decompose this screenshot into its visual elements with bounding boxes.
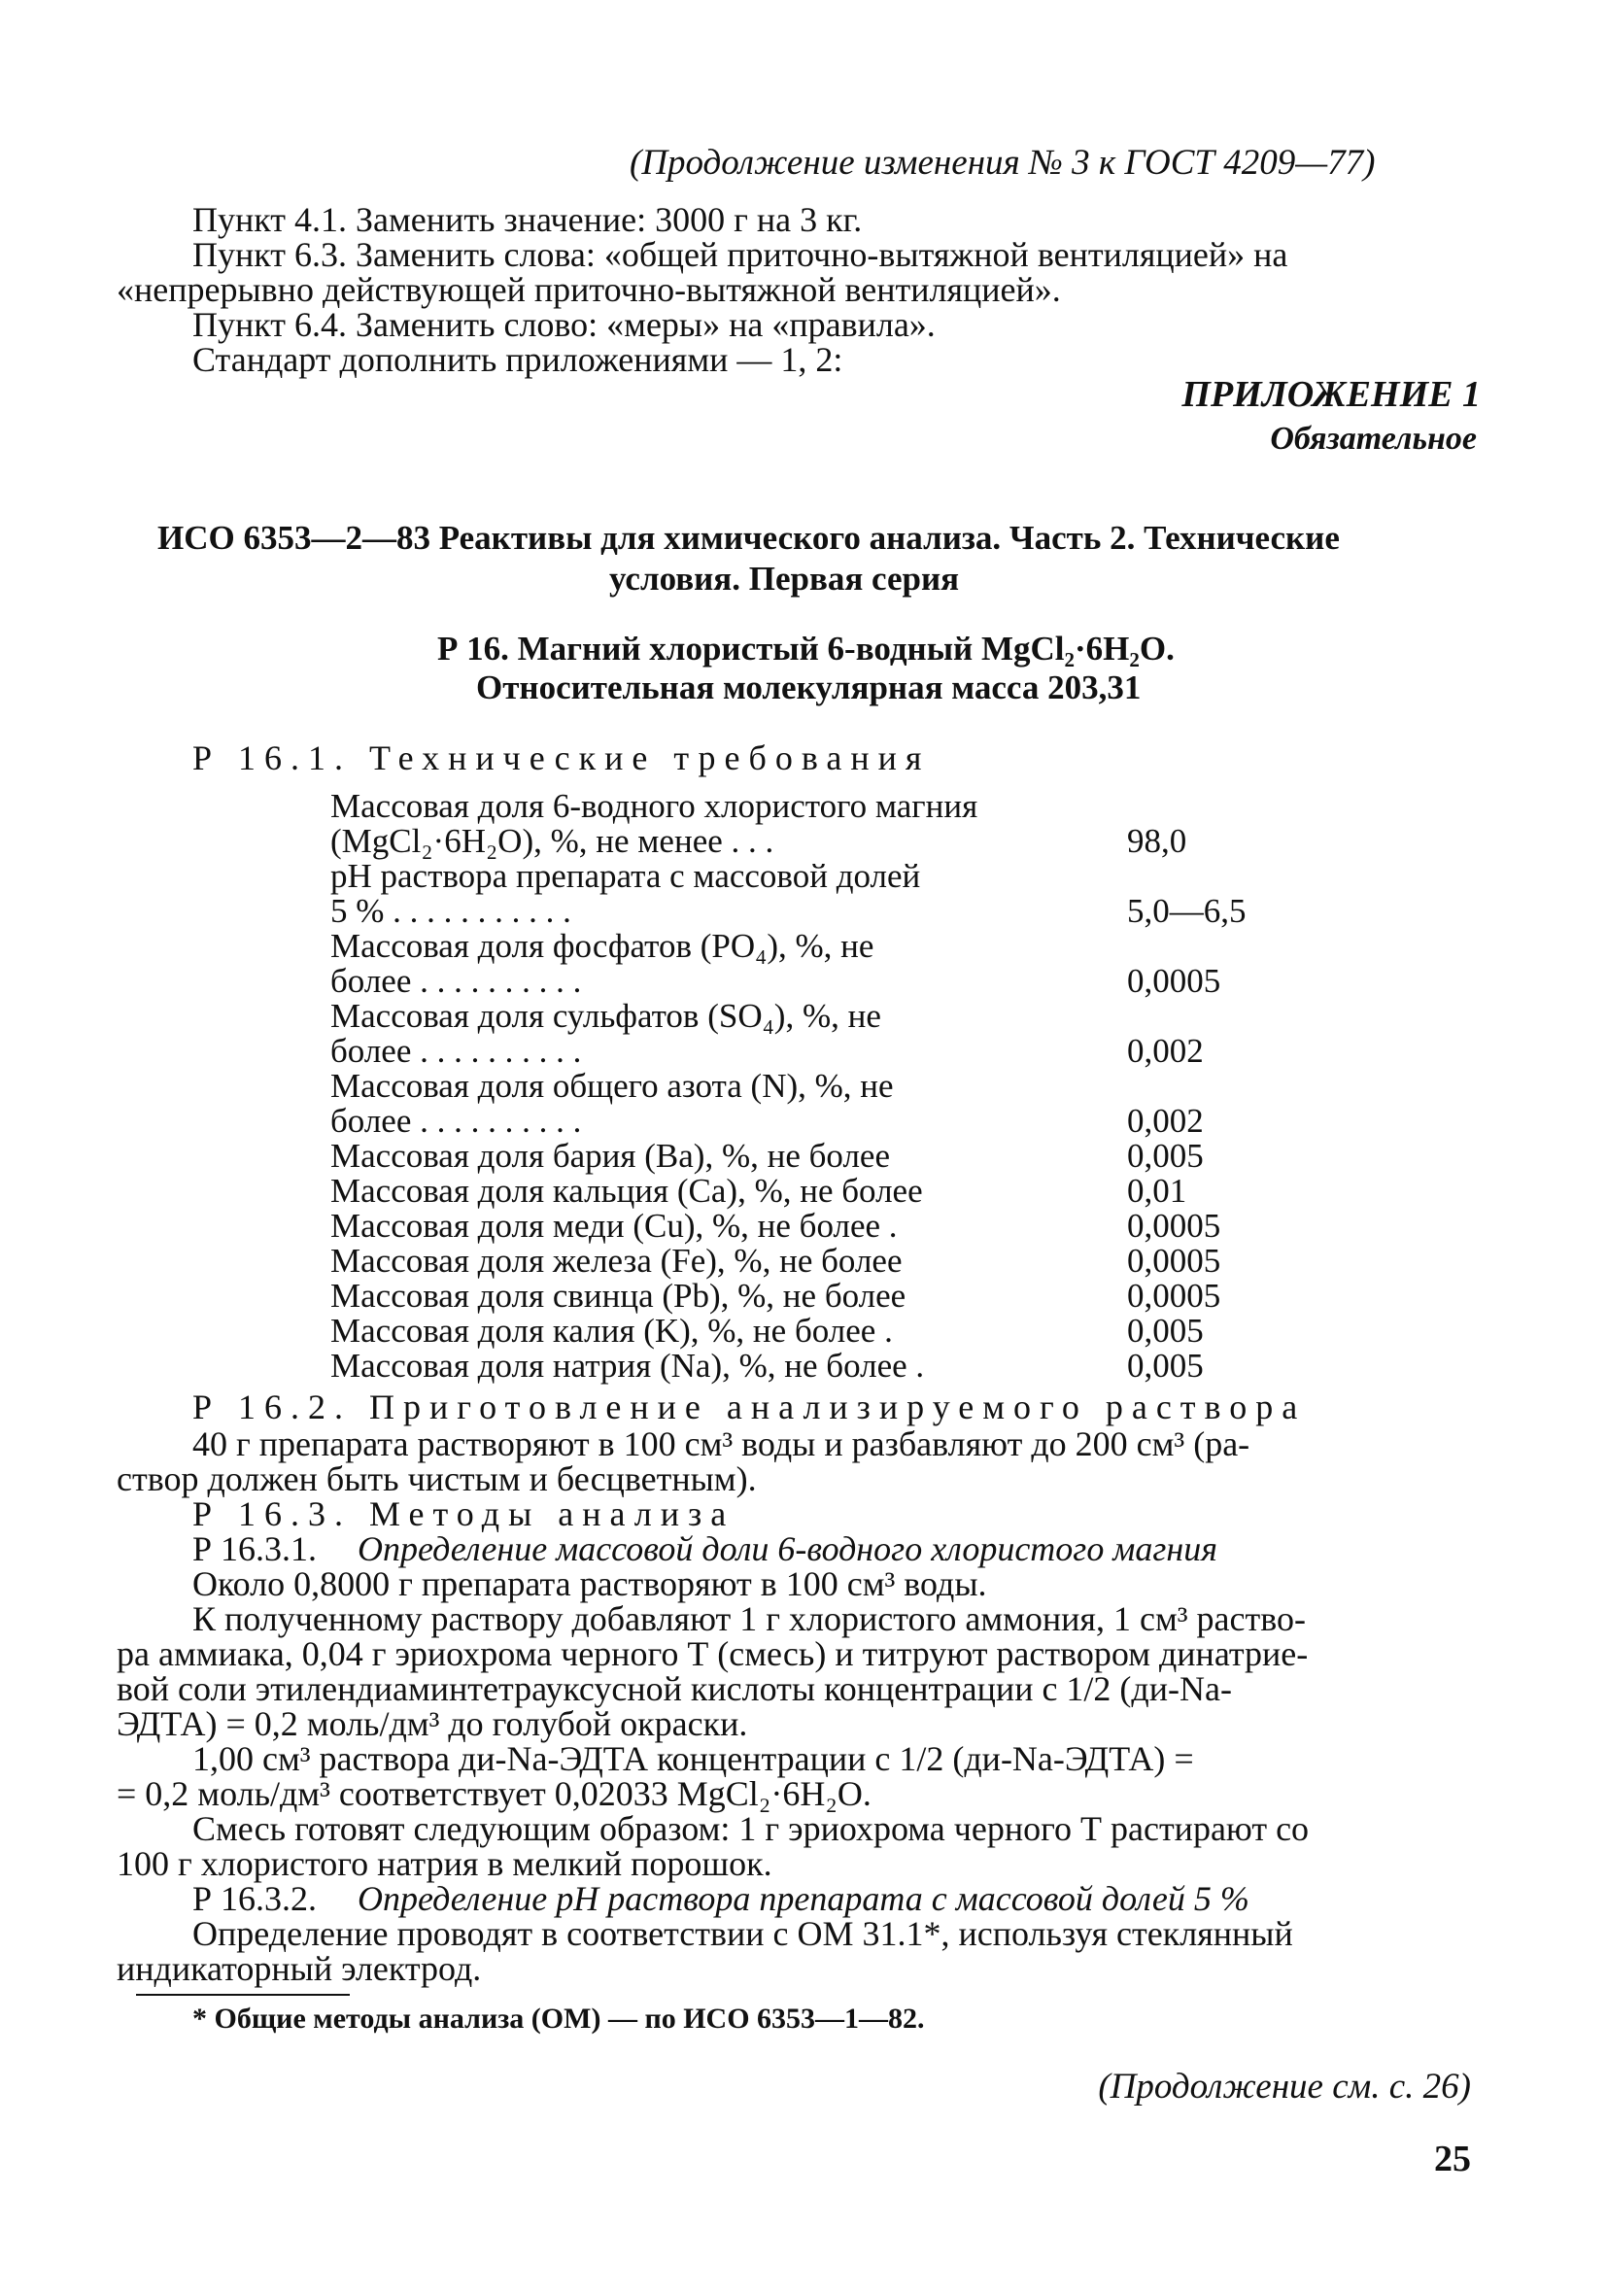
requirement-row [330, 1349, 1263, 1384]
requirement-value: 5,0—6,5 [1127, 892, 1247, 930]
section-16-2-line2: створ должен быть чистым и бесцветным). [117, 1459, 757, 1498]
requirement-label: Массовая доля общего азота (N), %, не [330, 1067, 894, 1105]
requirement-label: pH раствора препарата с массовой долей [330, 857, 921, 895]
requirement-row [330, 1104, 1263, 1139]
paragraph-item-4-1: Пункт 4.1. Заменить значение: 3000 г на 3 кг. [192, 200, 863, 239]
requirement-label: Массовая доля 6-водного хлористого магния [330, 787, 978, 825]
requirement-label: Массовая доля фосфатов (PO₄), %, не [330, 927, 874, 965]
section-16-3-2-number: Р 16.3.2. [192, 1879, 318, 1918]
requirement-value: 0,005 [1127, 1347, 1204, 1385]
appendix-status: Обязательное [1270, 421, 1477, 457]
analysis-line-6: 1,00 см³ раствора ди-Na-ЭДТА концентрации с 1/2 (ди-Na-ЭДТА) = [192, 1739, 1194, 1778]
appendix-title: ПРИЛОЖЕНИЕ 1 [1181, 374, 1481, 415]
requirement-row [330, 1209, 1263, 1244]
requirement-value: 0,0005 [1127, 1242, 1221, 1280]
paragraph-standard-supplement: Стандарт дополнить приложениями — 1, 2: [192, 340, 843, 379]
requirement-value: 0,005 [1127, 1137, 1204, 1175]
requirement-value: 0,0005 [1127, 1207, 1221, 1245]
requirement-label: Массовая доля натрия (Na), %, не более . [330, 1347, 925, 1385]
requirement-value: 0,002 [1127, 1032, 1204, 1070]
analysis-line-4: вой соли этилендиаминтетрауксусной кислоты концентрации с 1/2 (ди-Na- [117, 1669, 1232, 1708]
requirement-label: более . . . . . . . . . . [330, 962, 582, 1000]
section-16-2-heading: Р 16.2. Приготовление анализируемого раствора [192, 1388, 1307, 1426]
requirement-row [330, 1034, 1263, 1069]
requirement-value: 0,0005 [1127, 962, 1221, 1000]
requirement-row [330, 1244, 1263, 1279]
requirement-value: 0,002 [1127, 1102, 1204, 1140]
requirement-label: 5 % . . . . . . . . . . . [330, 892, 571, 930]
requirement-value: 0,0005 [1127, 1277, 1221, 1315]
footnote-rule [136, 1994, 350, 1996]
requirement-value: 0,005 [1127, 1312, 1204, 1350]
requirement-row [330, 894, 1263, 929]
iso-title-line2: условия. Первая серия [609, 560, 960, 598]
reagent-molecular-mass: Относительная молекулярная масса 203,31 [476, 668, 1142, 706]
requirement-row [330, 824, 1263, 859]
paragraph-item-6-3-line2: «непрерывно действующей приточно-вытяжной вентиляцией». [117, 270, 1061, 309]
analysis-line-1: Около 0,8000 г препарата растворяют в 100 см³ воды. [192, 1564, 987, 1603]
requirement-label: Массовая доля кальция (Ca), %, не более [330, 1172, 923, 1210]
requirement-row [330, 964, 1263, 999]
requirement-label: Массовая доля калия (K), %, не более . [330, 1312, 893, 1350]
continuation-footer: (Продолжение см. с. 26) [1098, 2067, 1471, 2107]
requirement-row [330, 1139, 1263, 1174]
requirement-label: Массовая доля железа (Fe), %, не более [330, 1242, 903, 1280]
iso-title-line1: ИСО 6353—2—83 Реактивы для химического анализа. Часть 2. Технические [157, 519, 1340, 557]
requirement-row [330, 999, 1263, 1034]
analysis-line-7: = 0,2 моль/дм³ соответствует 0,02033 MgCl₂·6H₂O. [117, 1774, 872, 1813]
requirement-value: 0,01 [1127, 1172, 1187, 1210]
requirements-table [330, 789, 1263, 1384]
analysis-line-9: 100 г хлористого натрия в мелкий порошок. [117, 1844, 772, 1883]
requirement-row [330, 789, 1263, 824]
analysis-line-5: ЭДТА) = 0,2 моль/дм³ до голубой окраски. [117, 1704, 748, 1743]
paragraph-item-6-4: Пункт 6.4. Заменить слово: «меры» на «правила». [192, 305, 936, 344]
analysis-line-8: Смесь готовят следующим образом: 1 г эриохрома черного Т растирают со [192, 1809, 1310, 1848]
requirement-row [330, 929, 1263, 964]
section-16-3-1-number: Р 16.3.1. [192, 1529, 318, 1568]
analysis-line-2: К полученному раствору добавляют 1 г хлористого аммония, 1 см³ раство- [192, 1599, 1306, 1638]
page-number: 25 [1434, 2139, 1471, 2179]
section-16-3-1-title: Определение массовой доли 6-водного хлористого магния [358, 1529, 1217, 1568]
requirement-label: Массовая доля сульфатов (SO₄), %, не [330, 997, 881, 1035]
analysis-line-11: индикаторный электрод. [117, 1949, 482, 1988]
section-16-2-line1: 40 г препарата растворяют в 100 см³ воды и разбавляют до 200 см³ (ра- [192, 1424, 1250, 1463]
paragraph-item-6-3-line1: Пункт 6.3. Заменить слова: «общей приточно-вытяжной вентиляцией» на [192, 235, 1288, 274]
section-16-3-heading: Р 16.3. Методы анализа [192, 1494, 735, 1533]
reagent-title: Р 16. Магний хлористый 6-водный MgCl₂·6H₂O. [437, 630, 1175, 668]
continuation-header: (Продолжение изменения № 3 к ГОСТ 4209—77) [630, 143, 1376, 183]
requirement-row [330, 1174, 1263, 1209]
requirement-row [330, 1314, 1263, 1349]
footnote: * Общие методы анализа (ОМ) — по ИСО 6353—1—82. [192, 2003, 925, 2035]
requirement-row [330, 859, 1263, 894]
requirement-label: (MgCl₂·6H₂O), %, не менее . . . [330, 822, 774, 860]
analysis-line-10: Определение проводят в соответствии с ОМ 31.1*, используя стеклянный [192, 1914, 1293, 1953]
section-16-1-heading: Р 16.1. Технические требования [192, 738, 931, 777]
requirement-row [330, 1279, 1263, 1314]
requirement-label: Массовая доля меди (Cu), %, не более . [330, 1207, 898, 1245]
requirement-row [330, 1069, 1263, 1104]
requirement-label: более . . . . . . . . . . [330, 1102, 582, 1140]
requirement-label: более . . . . . . . . . . [330, 1032, 582, 1070]
requirement-label: Массовая доля бария (Ba), %, не более [330, 1137, 890, 1175]
section-16-3-2-title: Определение pH раствора препарата с массовой долей 5 % [358, 1879, 1249, 1918]
requirement-label: Массовая доля свинца (Pb), %, не более [330, 1277, 906, 1315]
requirement-value: 98,0 [1127, 822, 1187, 860]
analysis-line-3: ра аммиака, 0,04 г эриохрома черного Т (смесь) и титруют раствором динатрие- [117, 1634, 1309, 1673]
